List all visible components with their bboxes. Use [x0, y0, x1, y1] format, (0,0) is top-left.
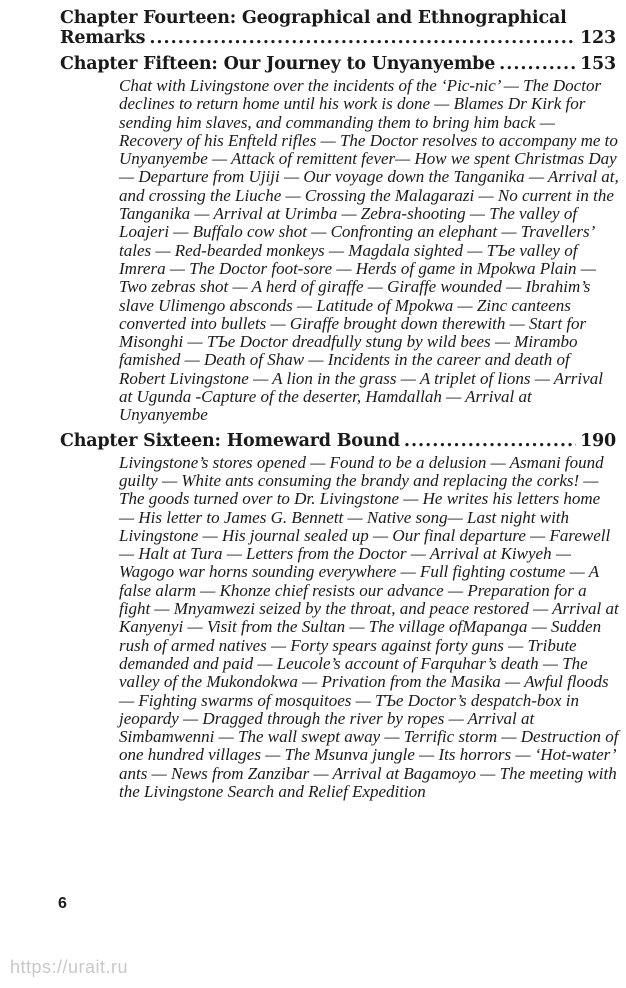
chapter-heading: [60, 54, 616, 74]
chapter-title: Chapter Sixteen: Homeward Bound: [60, 430, 400, 451]
dot-leader: [149, 28, 576, 48]
chapter-entry-fifteen: [60, 54, 619, 425]
chapter-page-number: 153: [580, 54, 616, 74]
table-of-contents: [60, 8, 619, 807]
dot-leader: [404, 431, 576, 451]
page-number: 6: [58, 895, 67, 912]
watermark: https://urait.ru: [10, 957, 129, 977]
chapter-heading: [60, 8, 616, 48]
chapter-entry-sixteen: [60, 430, 619, 802]
chapter-heading: [60, 431, 616, 451]
chapter-title: Chapter Fourteen: Geographical and Ethnographical: [60, 8, 567, 28]
chapter-title: Chapter Fifteen: Our Journey to Unyanyembe: [60, 54, 496, 74]
chapter-page-number: 123: [580, 28, 616, 48]
chapter-entry-fourteen: [60, 8, 616, 48]
dot-leader: [499, 54, 576, 74]
chapter-title-continued: Remarks: [60, 28, 146, 48]
chapter-summary: Chat with Livingstone over the incidents of the ‘Pic-nic’ — The Doctor declines to return home until his work is done — Blames Dr Kirk for sending him slaves, and commanding them to bring him back — Recovery of his Enfteld rifles — The Doctor resolves to accompany me to Unyanyembe — Attack of remittent fever— How we spent Christmas Day — Departure from Ujiji — Our voyage down the Tanganika — Arrival at, and crossing the Liuche — Crossing the Malagarazi — No current in the Tanganika — Arrival at Urimba — Zebra-shooting — The valley of Loajeri — Buffalo cow shot — Confronting an elephant — Travellers’ tales — Red-bearded monkeys — Magdala sighted — TЪe valley of Imrera — The Doctor foot-sore — Herds of game in Mpokwa Plain — Two zebras shot — A herd of giraffe — Giraffe wounded — Ibrahim’s slave Ulimengo absconds — Latitude of Mpokwa — Zinc canteens converted into bullets — Giraffe brought down therewith — Start for Misonghi — TЪe Doctor dreadfully stung by wild bees — Mirambo famished — Death of Shaw — Incidents in the career and death of Robert Livingstone — A lion in the grass — A triplet of lions — Arrival at Ugunda -Capture of the deserter, Hamdallah — Arrival at Unyanyembe: [119, 76, 619, 425]
chapter-summary: Livingstone’s stores opened — Found to be a delusion — Asmani found guilty — White ants consuming the brandy and replacing the corks! — The goods turned over to Dr. Livingstone — He writes his letters home — His letter to James G. Bennett — Native song— Last night with Livingstone — His journal sealed up — Our final departure — Farewell — Halt at Tura — Letters from the Doctor — Arrival at Kiwyeh — Wagogo war horns sounding everywhere — Full fighting costume — A false alarm — Khonze chief resists our advance — Preparation for a fight — Mnyamwezi seized by the throat, and peace restored — Arrival at Kanyenyi — Visit from the Sultan — The village ofMapanga — Sudden rush of armed natives — Forty spears against forty guns — Tribute demanded and paid — Leucole’s account of Farquhar’s death — The valley of the Mukondokwa — Privation from the Masika — Awful floods — Fighting swarms of mosquitoes — TЪe Doctor’s despatch-box in jeopardy — Dragged through the river by ropes — Arrival at Simbamwenni — The wall swept away — Terrific storm — Destruction of one hundred villages — The Msunva jungle — Its horrors — ‘Hot-water’ ants — News from Zanzibar — Arrival at Bagamoyo — The meeting with the Livingstone Search and Relief Expedition: [119, 452, 619, 801]
chapter-page-number: 190: [580, 430, 616, 451]
